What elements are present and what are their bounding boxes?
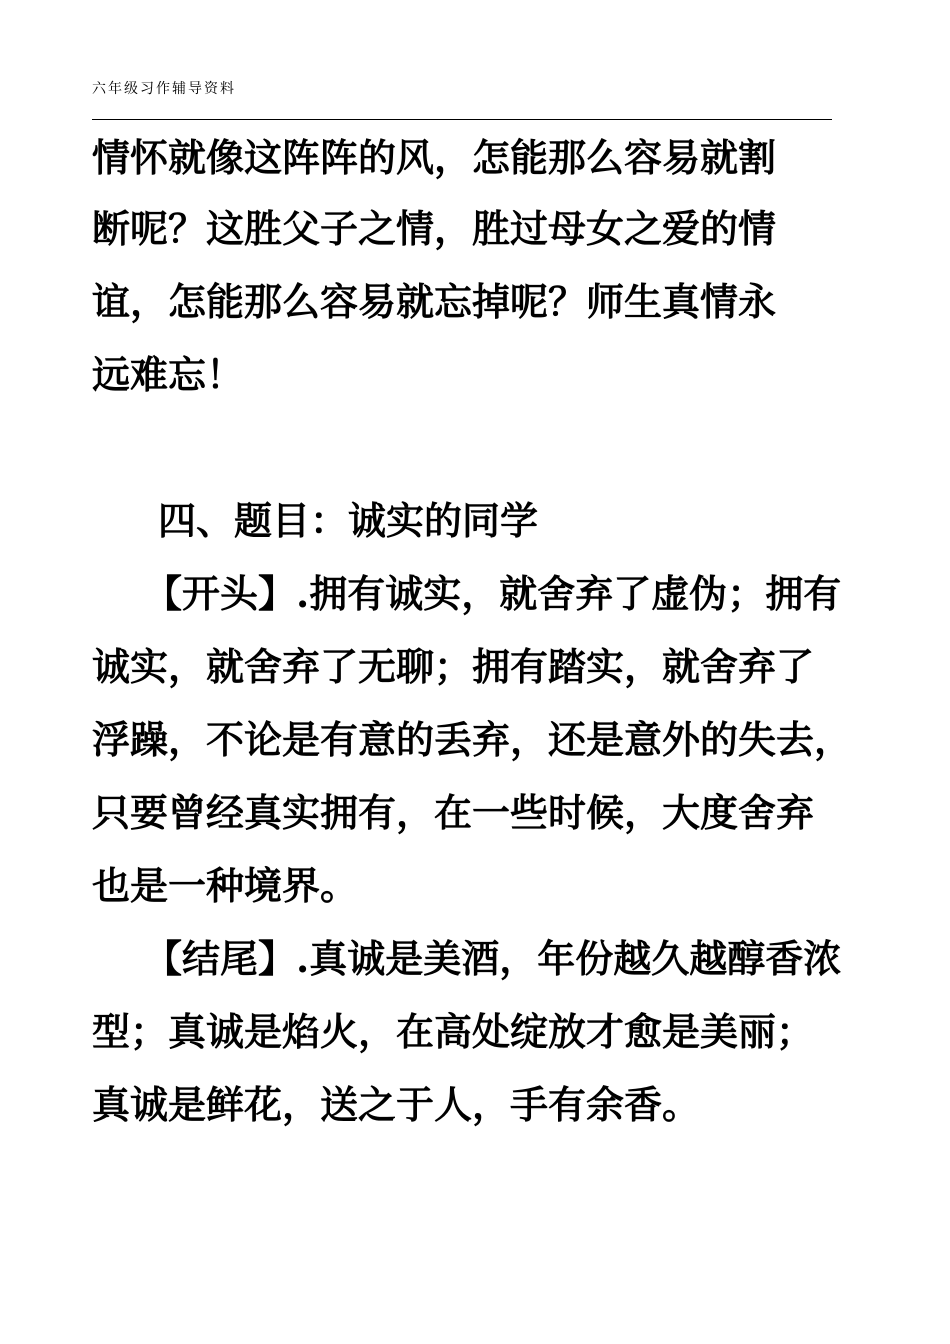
text-line: 【结尾】.真诚是美酒，年份越久越醇香浓 <box>144 936 842 981</box>
text-line: 【开头】.拥有诚实，就舍弃了虚伪；拥有 <box>144 571 842 616</box>
section-heading: 四、题目：诚实的同学 <box>158 498 539 543</box>
text-line: 型；真诚是焰火，在高处绽放才愈是美丽； <box>92 1009 815 1054</box>
text-line: 诚实，就舍弃了无聊；拥有踏实，就舍弃了 <box>92 644 815 689</box>
text-line: 浮躁，不论是有意的丢弃，还是意外的失去， <box>92 717 853 762</box>
text-line: 谊，怎能那么容易就忘掉呢？师生真情永 <box>92 279 777 324</box>
header-rule <box>92 119 832 120</box>
text-line: 断呢？这胜父子之情，胜过母女之爱的情 <box>92 206 777 251</box>
text-line: 只要曾经真实拥有，在一些时候，大度舍弃 <box>92 790 815 835</box>
text-line: 真诚是鲜花，送之于人，手有余香。 <box>92 1082 701 1127</box>
text-line: 远难忘！ <box>92 352 245 397</box>
text-line: 也是一种境界。 <box>92 863 359 908</box>
running-header: 六年级习作辅导资料 <box>92 81 236 97</box>
text-line: 情怀就像这阵阵的风，怎能那么容易就割 <box>92 135 777 180</box>
